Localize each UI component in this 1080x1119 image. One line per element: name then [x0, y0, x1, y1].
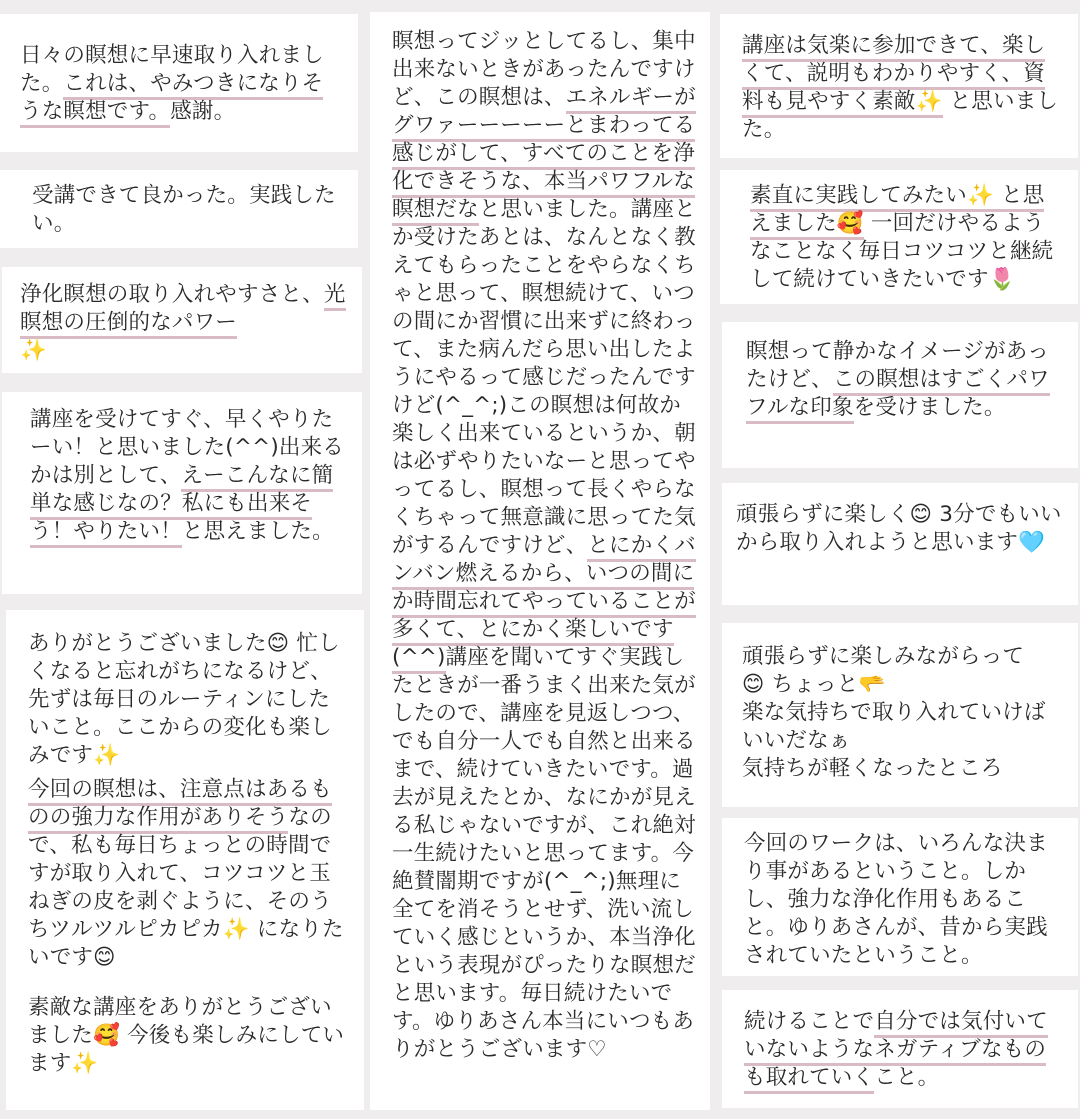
highlighted-text: 自分では気付いていないようなネガティブなものも取れていく [744, 1009, 1048, 1094]
testimonial-card-7 [720, 14, 1078, 158]
testimonial-line: 😊 ちょっと🫳 [742, 672, 886, 697]
highlighted-text: 素直に実践してみたい✨ と思えました🥰 [750, 183, 1044, 240]
testimonial-card-13 [722, 990, 1078, 1108]
testimonial-paragraph: ありがとうございました😊 忙しくなると忘れがちになるけど、先ずは毎日のルーティンにしたいこと。ここからの変化も楽しみです✨ [28, 631, 340, 768]
testimonial-text: 続けることで自分では気付いていないようなネガティブなものも取れていくこと。 [744, 1008, 1064, 1092]
testimonial-line: 気持ちが軽くなったところ [742, 756, 1003, 781]
testimonial-text: 瞑想って静かなイメージがあったけど、この瞑想はすごくパワフルな印象を受けました。 [746, 338, 1064, 422]
testimonial-card-11 [722, 623, 1078, 807]
testimonial-text: 今回のワークは、いろんな決まり事があるということ。しかし、強力な浄化作用もあること。ゆりあさんが、昔から実践されていたということ。 [744, 831, 1048, 968]
testimonial-text: 瞑想ってジッとしてるし、集中出来ないときがあったんですけど、この瞑想は、エネルギーがグワァーーーーーとまわってる感じがして、すべてのことを浄化できそうな、本当パワフルな瞑想だなと思いました。講座とか受けたあとは、なんとなく教えてもらったことをやらなくちゃと思って、瞑想続けて、いつの間にか習慣に出来ずに終わって、また病んだら思い出したようにやるって感じだったんですけど(^_^;)この瞑想は何故か楽しく出来ているというか、朝は必ずやりたいなーと思ってやってるし、瞑想って長くやらなくちゃって無意識に思ってた気がするんですけど、とにかくバンバン燃えるから、いつの間にか時間忘れてやっていることが多くて、とにかく楽しいです(^^)講座を聞いてすぐ実践したときが一番うまく出来た気がしたので、講座を見返しつつ、でも自分一人でも自然と出来るまで、続けていきたいです。過去が見えたとか、なにかが見える私じゃないですが、これ絶対一生続けたいと思ってます。今絶賛闇期ですが(^_^;)無理に全てを消そうとせず、洗い流していく感じというか、本当浄化という表現がぴったりな瞑想だと思います。毎日続けたいです。ゆりあさん本当にいつもありがとうございます♡ [392, 29, 696, 1062]
testimonial-card-10 [722, 483, 1078, 605]
testimonial-card-12 [722, 818, 1078, 976]
testimonial-text: 受講できて良かった。実践したい。 [32, 183, 336, 236]
highlighted-text: 講座は気楽に参加できて、楽しくて、説明もわかりやすく、資料も見やすく素敵✨ [742, 33, 1045, 118]
testimonial-card-2 [0, 170, 358, 248]
testimonial-card-4 [2, 392, 362, 594]
sparkle-icon: ✨ [20, 338, 47, 363]
testimonial-line: 楽な気持ちで取り入れていけばいいだなぁ [742, 700, 1046, 753]
testimonial-text: 講座を受けてすぐ、早くやりたーい！と思いました(^^)出来るかは別として、えーこんなに簡単な感じなの？私にも出来そう！やりたい！と思えました。 [30, 406, 348, 546]
testimonial-paragraph: 今回の瞑想は、注意点はあるものの強力な作用がありそうなので、私も毎日ちょっとの時間ですが取り入れて、コツコツと玉ねぎの皮を剥ぐように、そのうちツルツルピカピカ✨ になりたいです😊 [28, 777, 344, 970]
highlighted-text: これは、やみつきになりそうな瞑想です。 [20, 71, 323, 128]
highlighted-text: とにかくバンバン燃えるから、いつの間にか時間忘れてやっていることが多くて、とにかく楽しいです(^^) [392, 533, 696, 674]
highlighted-text: 今回の瞑想は、注意点はあるものの強力な作用がありそう [28, 777, 332, 834]
testimonial-card-8 [720, 170, 1078, 304]
highlighted-text: エネルギーがグワァーーーーーとまわってる感じがして、すべてのことを浄化できそうな、本当パワフルな瞑想だな [392, 85, 696, 226]
testimonial-card-5 [6, 610, 364, 1110]
highlighted-text: 光瞑想の圧倒的なパワー [20, 282, 346, 339]
testimonial-paragraph: 素敵な講座をありがとうございました🥰 今後も楽しみにしています✨ [28, 995, 345, 1076]
testimonial-text: 頑張らずに楽しく😊 3分でもいいから取り入れようと思います🩵 [736, 502, 1062, 555]
testimonial-card-3 [2, 267, 362, 373]
testimonial-text: 素直に実践してみたい✨ と思えました🥰 一回だけやるようなことなく毎日コツコツと継続して続けていきたいです🌷 [750, 183, 1054, 292]
testimonial-text: 講座は気楽に参加できて、楽しくて、説明もわかりやすく、資料も見やすく素敵✨ と思いました。 [742, 33, 1059, 142]
testimonial-text: 浄化瞑想の取り入れやすさと、光瞑想の圧倒的なパワー ✨ [20, 282, 346, 363]
testimonial-line: 頑張らずに楽しみながらって [742, 644, 1025, 669]
highlighted-text: えーこんなに簡単な感じなの？私にも出来そう！やりたい！ [30, 463, 333, 548]
testimonial-card-9 [722, 322, 1078, 468]
highlighted-text: この瞑想はすごくパワフルな印象 [746, 367, 1050, 424]
testimonial-text: 日々の瞑想に早速取り入れました。これは、やみつきになりそうな瞑想です。感謝。 [20, 42, 342, 126]
testimonial-card-1 [0, 14, 358, 152]
testimonial-card-6 [370, 12, 710, 1110]
